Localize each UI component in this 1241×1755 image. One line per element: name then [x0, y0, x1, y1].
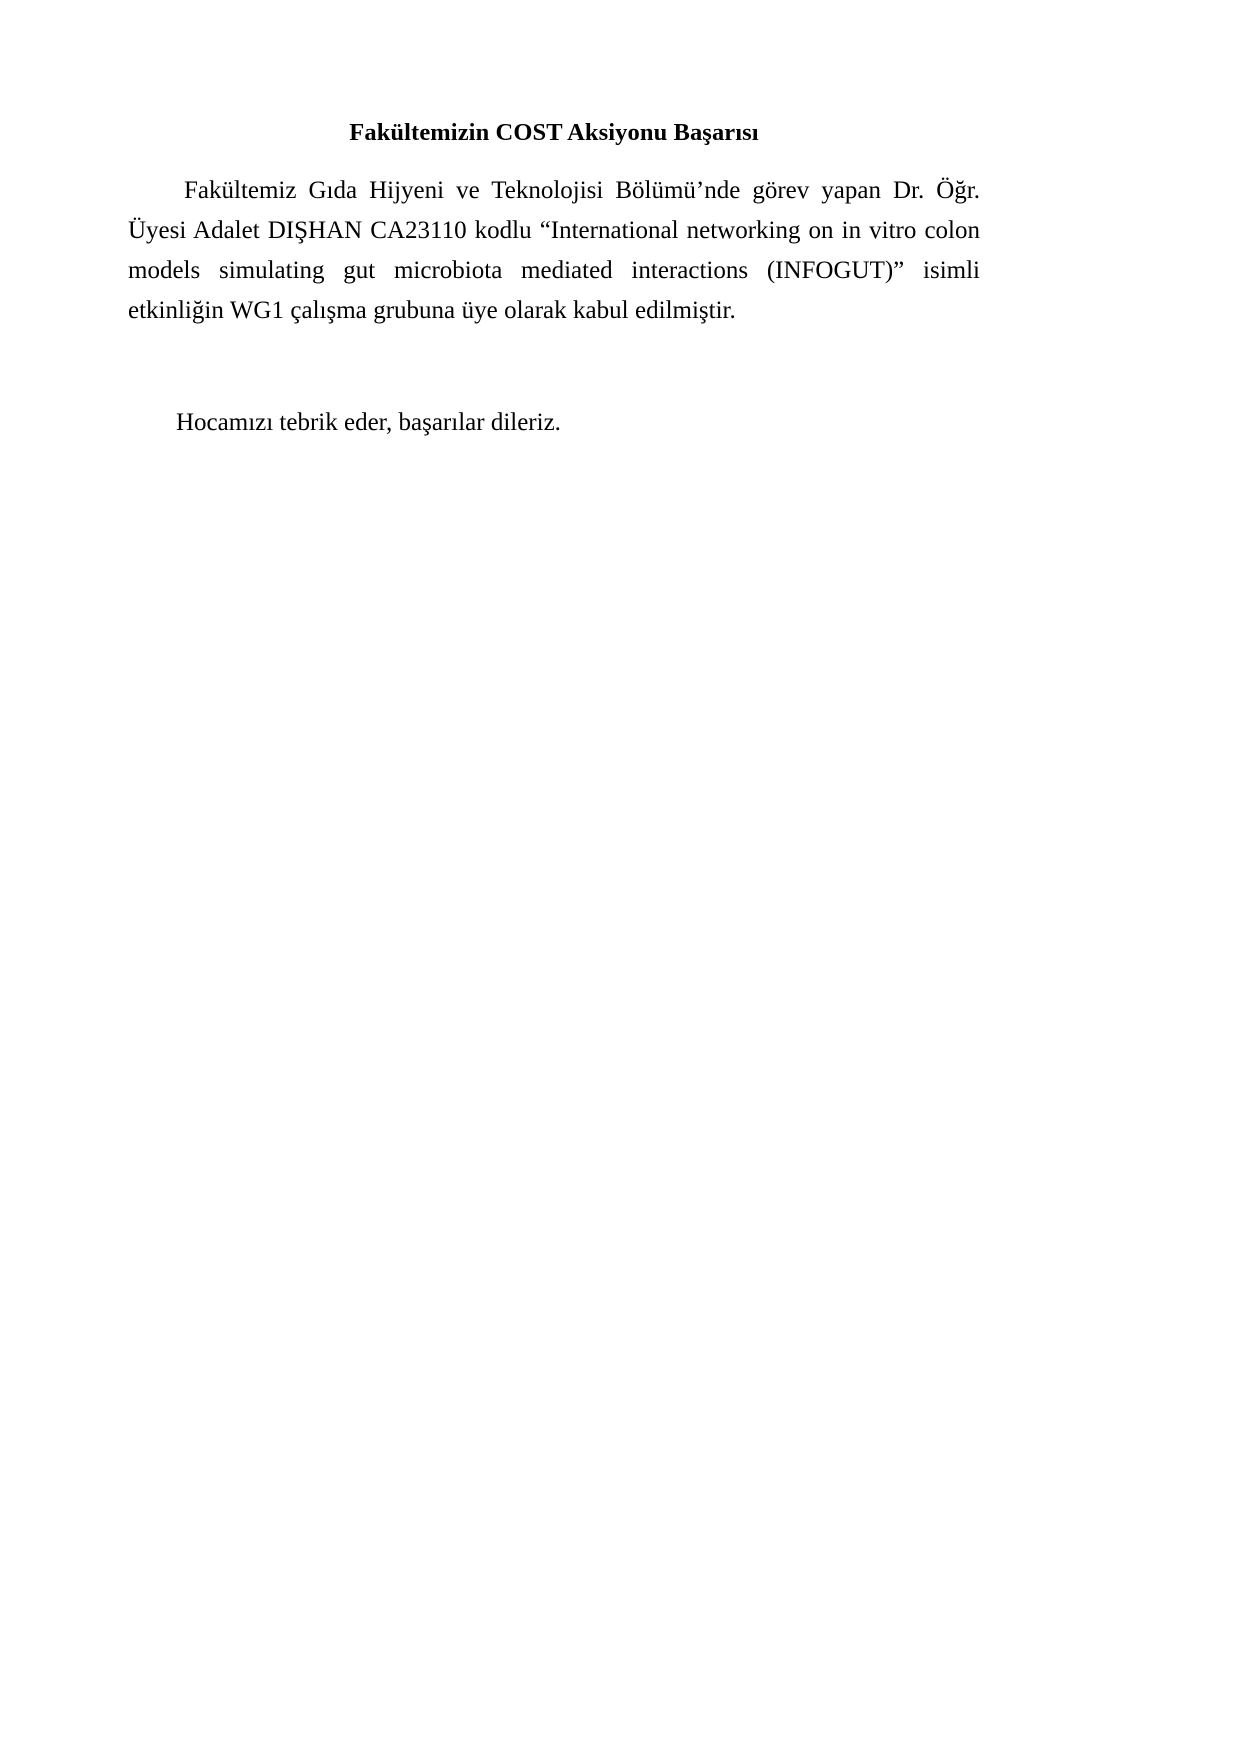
paragraph-announcement: Fakültemiz Gıda Hijyeni ve Teknolojisi Bölümü’nde görev yapan Dr. Öğr. Üyesi Adalet DIŞHAN CA23110 kodlu “International networking on in vitro colon models simulating gut microbiota mediated interactions (INFOGUT)” isimli etkinliğin WG1 çalışma grubuna üye olarak kabul edilmiştir.	[128, 176, 980, 324]
paragraph-closing: Hocamızı tebrik eder, başarılar dileriz.	[176, 408, 561, 436]
document-body	[128, 118, 980, 443]
page-title: Fakültemizin COST Aksiyonu Başarısı	[349, 119, 759, 146]
paragraph-spacer	[128, 331, 980, 403]
